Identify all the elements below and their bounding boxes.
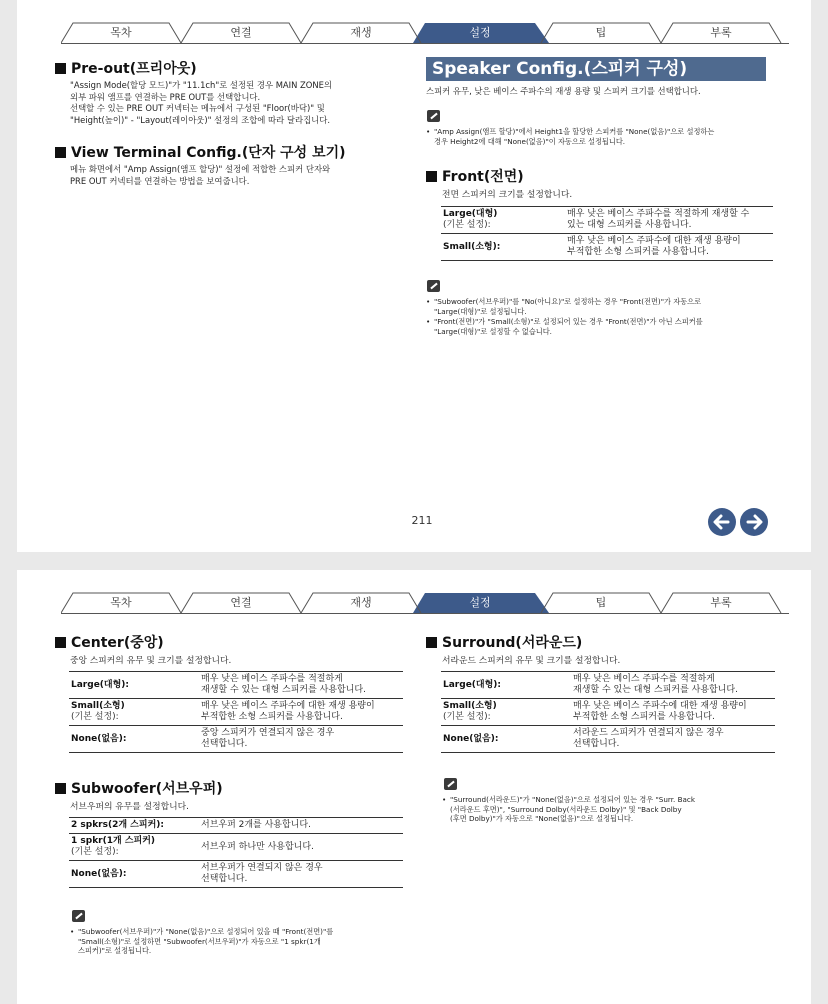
text-line: PRE OUT 커넥터를 연결하는 방법을 보여줍니다.: [70, 175, 250, 186]
section-bullet-icon: [55, 783, 66, 794]
center-desc: 중앙 스피커의 유무 및 크기를 설정합니다.: [70, 656, 232, 666]
text-line: 외부 파워 앰프를 연결하는 PRE OUT를 선택합니다.: [70, 91, 261, 102]
table-row: [69, 861, 403, 888]
value-line: 중앙 스피커가 연결되지 않은 경우: [201, 728, 335, 738]
section-bullet-icon: [426, 171, 437, 182]
front-notes: [426, 297, 791, 337]
key-label: Large(대형):: [71, 679, 130, 690]
key-label: Small(소형): [443, 701, 497, 711]
note-pencil-icon: [427, 280, 440, 292]
view-terminal-body: [70, 164, 400, 187]
row-key: [69, 699, 199, 726]
tab-bar: [61, 592, 789, 614]
row-key: [441, 234, 565, 261]
view-terminal-heading: [55, 142, 346, 162]
subwoofer-notes: [70, 927, 410, 957]
key-sub: (기본 설정):: [71, 712, 119, 722]
speaker-config-banner: Speaker Config.(스피커 구성): [426, 57, 766, 81]
preout-body: [70, 80, 400, 126]
speaker-config-desc: 스피커 유무, 낮은 베이스 주파수의 재생 용량 및 스피커 크기를 선택합니다.: [426, 86, 701, 96]
table-row: [441, 699, 775, 726]
note-pencil-icon: [427, 110, 440, 122]
key-label: Large(대형): [443, 209, 498, 219]
row-value: [571, 726, 775, 753]
tab-appendix[interactable]: 부록: [710, 596, 732, 609]
note-line: "Small(소형)"로 설정하면 "Subwoofer(서브우퍼)"가 자동으로 "1 spkr(1개: [78, 936, 321, 946]
forward-arrow-button[interactable]: [740, 508, 768, 536]
preout-heading: [55, 58, 197, 78]
key-label: None(없음):: [71, 868, 127, 879]
value-line: 재생할 수 있는 대형 스피커를 사용합니다.: [201, 685, 366, 695]
row-key: [441, 699, 571, 726]
table-row: [441, 234, 773, 261]
value-line: 매우 낮은 베이스 주파수를 적절하게: [573, 674, 715, 684]
text-line: "Assign Mode(할당 모드)"가 "11.1ch"로 설정된 경우 MAIN ZONE의: [70, 80, 333, 90]
table-row: [441, 672, 775, 699]
tab-tips[interactable]: 팁: [595, 596, 607, 609]
tab-contents[interactable]: 목차: [110, 26, 132, 39]
note-line: • "Amp Assign(앰프 할당)"에서 Height1을 할당한 스피커를 "None(없음)"으로 설정하는: [434, 127, 715, 136]
value-line: 서브우퍼 2개를 사용합니다.: [201, 820, 311, 830]
value-line: 선택합니다.: [573, 739, 620, 749]
surround-heading: [426, 632, 582, 652]
note-item: [426, 127, 786, 146]
key-label: 1 spkr(1개 스피커): [71, 836, 156, 846]
note-line: "Large(대형)"로 설정할 수 없습니다.: [434, 326, 552, 336]
note-item: [70, 927, 410, 956]
table-row: [69, 818, 403, 834]
row-value: [199, 699, 403, 726]
note-line: • "Subwoofer(서브우퍼)"가 "None(없음)"으로 설정되어 있을 때 "Front(전면)"를: [78, 927, 334, 936]
row-value: [565, 234, 773, 261]
preout-title: Pre-out(프리아웃): [71, 61, 197, 77]
front-desc: 전면 스피커의 크기를 설정합니다.: [442, 190, 573, 200]
tab-playback[interactable]: 재생: [350, 596, 372, 609]
row-key: [441, 672, 571, 699]
key-label: None(없음):: [71, 733, 127, 744]
key-label: 2 spkrs(2개 스피커):: [71, 820, 164, 830]
subwoofer-heading: [55, 778, 223, 798]
tab-contents[interactable]: 목차: [110, 596, 132, 609]
row-key: [69, 818, 199, 834]
row-key: [441, 726, 571, 753]
note-line: 경우 Height2에 대해 "None(없음)"이 자동으로 설정됩니다.: [434, 136, 626, 146]
back-arrow-button[interactable]: [708, 508, 736, 536]
note-pencil-icon: [72, 910, 85, 922]
manual-page-211: [17, 0, 811, 552]
note-item: [426, 297, 791, 316]
tab-settings[interactable]: 설정: [469, 26, 491, 39]
note-line: 스피커)"로 설정됩니다.: [78, 946, 152, 956]
tab-bar: [61, 22, 789, 44]
value-line: 매우 낮은 베이스 주파수에 대한 재생 용량이: [201, 701, 375, 711]
note-pencil-icon: [444, 778, 457, 790]
value-line: 재생할 수 있는 대형 스피커를 사용합니다.: [573, 685, 738, 695]
surround-desc: 서라운드 스피커의 유무 및 크기를 설정합니다.: [442, 656, 621, 666]
key-label: Small(소형): [71, 701, 125, 711]
subwoofer-table: [69, 817, 403, 888]
table-row: [69, 672, 403, 699]
note-line: • "Surround(서라운드)"가 "None(없음)"으로 설정되어 있는 경우 "Surr. Back: [450, 795, 696, 804]
row-key: [69, 672, 199, 699]
note-item: [442, 795, 787, 824]
key-sub: (기본 설정):: [71, 847, 119, 857]
note-line: (서라운드 후면)", "Surround Dolby(서라운드 Dolby)" 및 "Back Dolby: [450, 804, 682, 814]
row-value: [199, 834, 403, 861]
row-key: [69, 834, 199, 861]
speaker-config-notes: [426, 127, 786, 147]
center-table: [69, 671, 403, 753]
front-heading: [426, 166, 524, 186]
note-line: "Large(대형)"로 설정됩니다.: [434, 306, 527, 316]
section-bullet-icon: [55, 63, 66, 74]
subwoofer-desc: 서브우퍼의 유무를 설정합니다.: [70, 802, 189, 812]
note-item: [426, 317, 791, 336]
tab-playback[interactable]: 재생: [350, 26, 372, 39]
value-line: 부적합한 소형 스피커를 사용합니다.: [201, 712, 343, 722]
key-label: Large(대형):: [443, 679, 502, 690]
note-line: • "Subwoofer(서브우퍼)"를 "No(아니요)"로 설정하는 경우 "Front(전면)"가 자동으로: [434, 297, 702, 306]
surround-table: [441, 671, 775, 753]
value-line: 서브우퍼가 연결되지 않은 경우: [201, 863, 323, 873]
tab-connections[interactable]: 연결: [230, 26, 252, 39]
subwoofer-title: Subwoofer(서브우퍼): [71, 781, 223, 797]
text-line: 메뉴 화면에서 "Amp Assign(앰프 할당)" 설정에 적합한 스피커 단자와: [70, 164, 331, 174]
table-row: [441, 207, 773, 234]
row-key: [69, 726, 199, 753]
section-bullet-icon: [55, 637, 66, 648]
page-number: 211: [411, 514, 433, 527]
value-line: 서라운드 스피커가 연결되지 않은 경우: [573, 728, 724, 738]
tab-connections[interactable]: 연결: [230, 596, 252, 609]
key-sub: (기본 설정):: [443, 220, 491, 230]
value-line: 선택합니다.: [201, 739, 248, 749]
value-line: 매우 낮은 베이스 주파수에 대한 재생 용량이: [567, 236, 741, 246]
value-line: 부적합한 소형 스피커를 사용합니다.: [567, 247, 709, 257]
key-sub: (기본 설정):: [443, 712, 491, 722]
row-value: [199, 818, 403, 834]
tab-tips[interactable]: 팁: [595, 26, 607, 39]
table-row: [69, 699, 403, 726]
manual-page-212: [17, 570, 811, 1004]
value-line: 매우 낮은 베이스 주파수에 대한 재생 용량이: [573, 701, 747, 711]
view-terminal-title: View Terminal Config.(단자 구성 보기): [71, 145, 346, 161]
row-key: [441, 207, 565, 234]
table-row: [441, 726, 775, 753]
table-row: [69, 726, 403, 753]
text-line: 선택할 수 있는 PRE OUT 커넥터는 메뉴에서 구성된 "Floor(바닥)" 및: [70, 103, 325, 113]
row-value: [571, 699, 775, 726]
back-arrow-icon: [708, 508, 736, 536]
note-line: (후면 Dolby)"가 자동으로 "None(없음)"으로 설정됩니다.: [450, 814, 634, 824]
tab-appendix[interactable]: 부록: [710, 26, 732, 39]
row-value: [199, 726, 403, 753]
surround-notes: [442, 795, 787, 825]
section-bullet-icon: [426, 637, 437, 648]
row-value: [199, 672, 403, 699]
table-row: [69, 834, 403, 861]
value-line: 있는 대형 스피커를 사용합니다.: [567, 220, 692, 230]
value-line: 서브우퍼 하나만 사용합니다.: [201, 841, 314, 852]
tab-settings[interactable]: 설정: [469, 596, 491, 609]
note-line: • "Front(전면)"가 "Small(소형)"로 설정되어 있는 경우 "Front(전면)"가 아닌 스피커를: [434, 317, 703, 327]
section-bullet-icon: [55, 147, 66, 158]
center-heading: [55, 632, 164, 652]
text-line: "Height(높이)" - "Layout(레이아웃)" 설정의 조합에 따라 달라집니다.: [70, 114, 331, 125]
value-line: 매우 낮은 베이스 주파수를 적절하게: [201, 674, 343, 684]
row-value: [571, 672, 775, 699]
value-line: 부적합한 소형 스피커를 사용합니다.: [573, 712, 715, 722]
value-line: 매우 낮은 베이스 주파수를 적절하게 재생할 수: [567, 209, 750, 219]
key-label: Small(소형):: [443, 241, 501, 252]
forward-arrow-icon: [740, 508, 768, 536]
center-title: Center(중앙): [71, 635, 164, 651]
value-line: 선택합니다.: [201, 874, 248, 884]
row-value: [565, 207, 773, 234]
front-table: [441, 206, 773, 261]
surround-title: Surround(서라운드): [442, 635, 583, 651]
front-title: Front(전면): [442, 169, 524, 185]
key-label: None(없음):: [443, 733, 499, 744]
row-key: [69, 861, 199, 888]
row-value: [199, 861, 403, 888]
